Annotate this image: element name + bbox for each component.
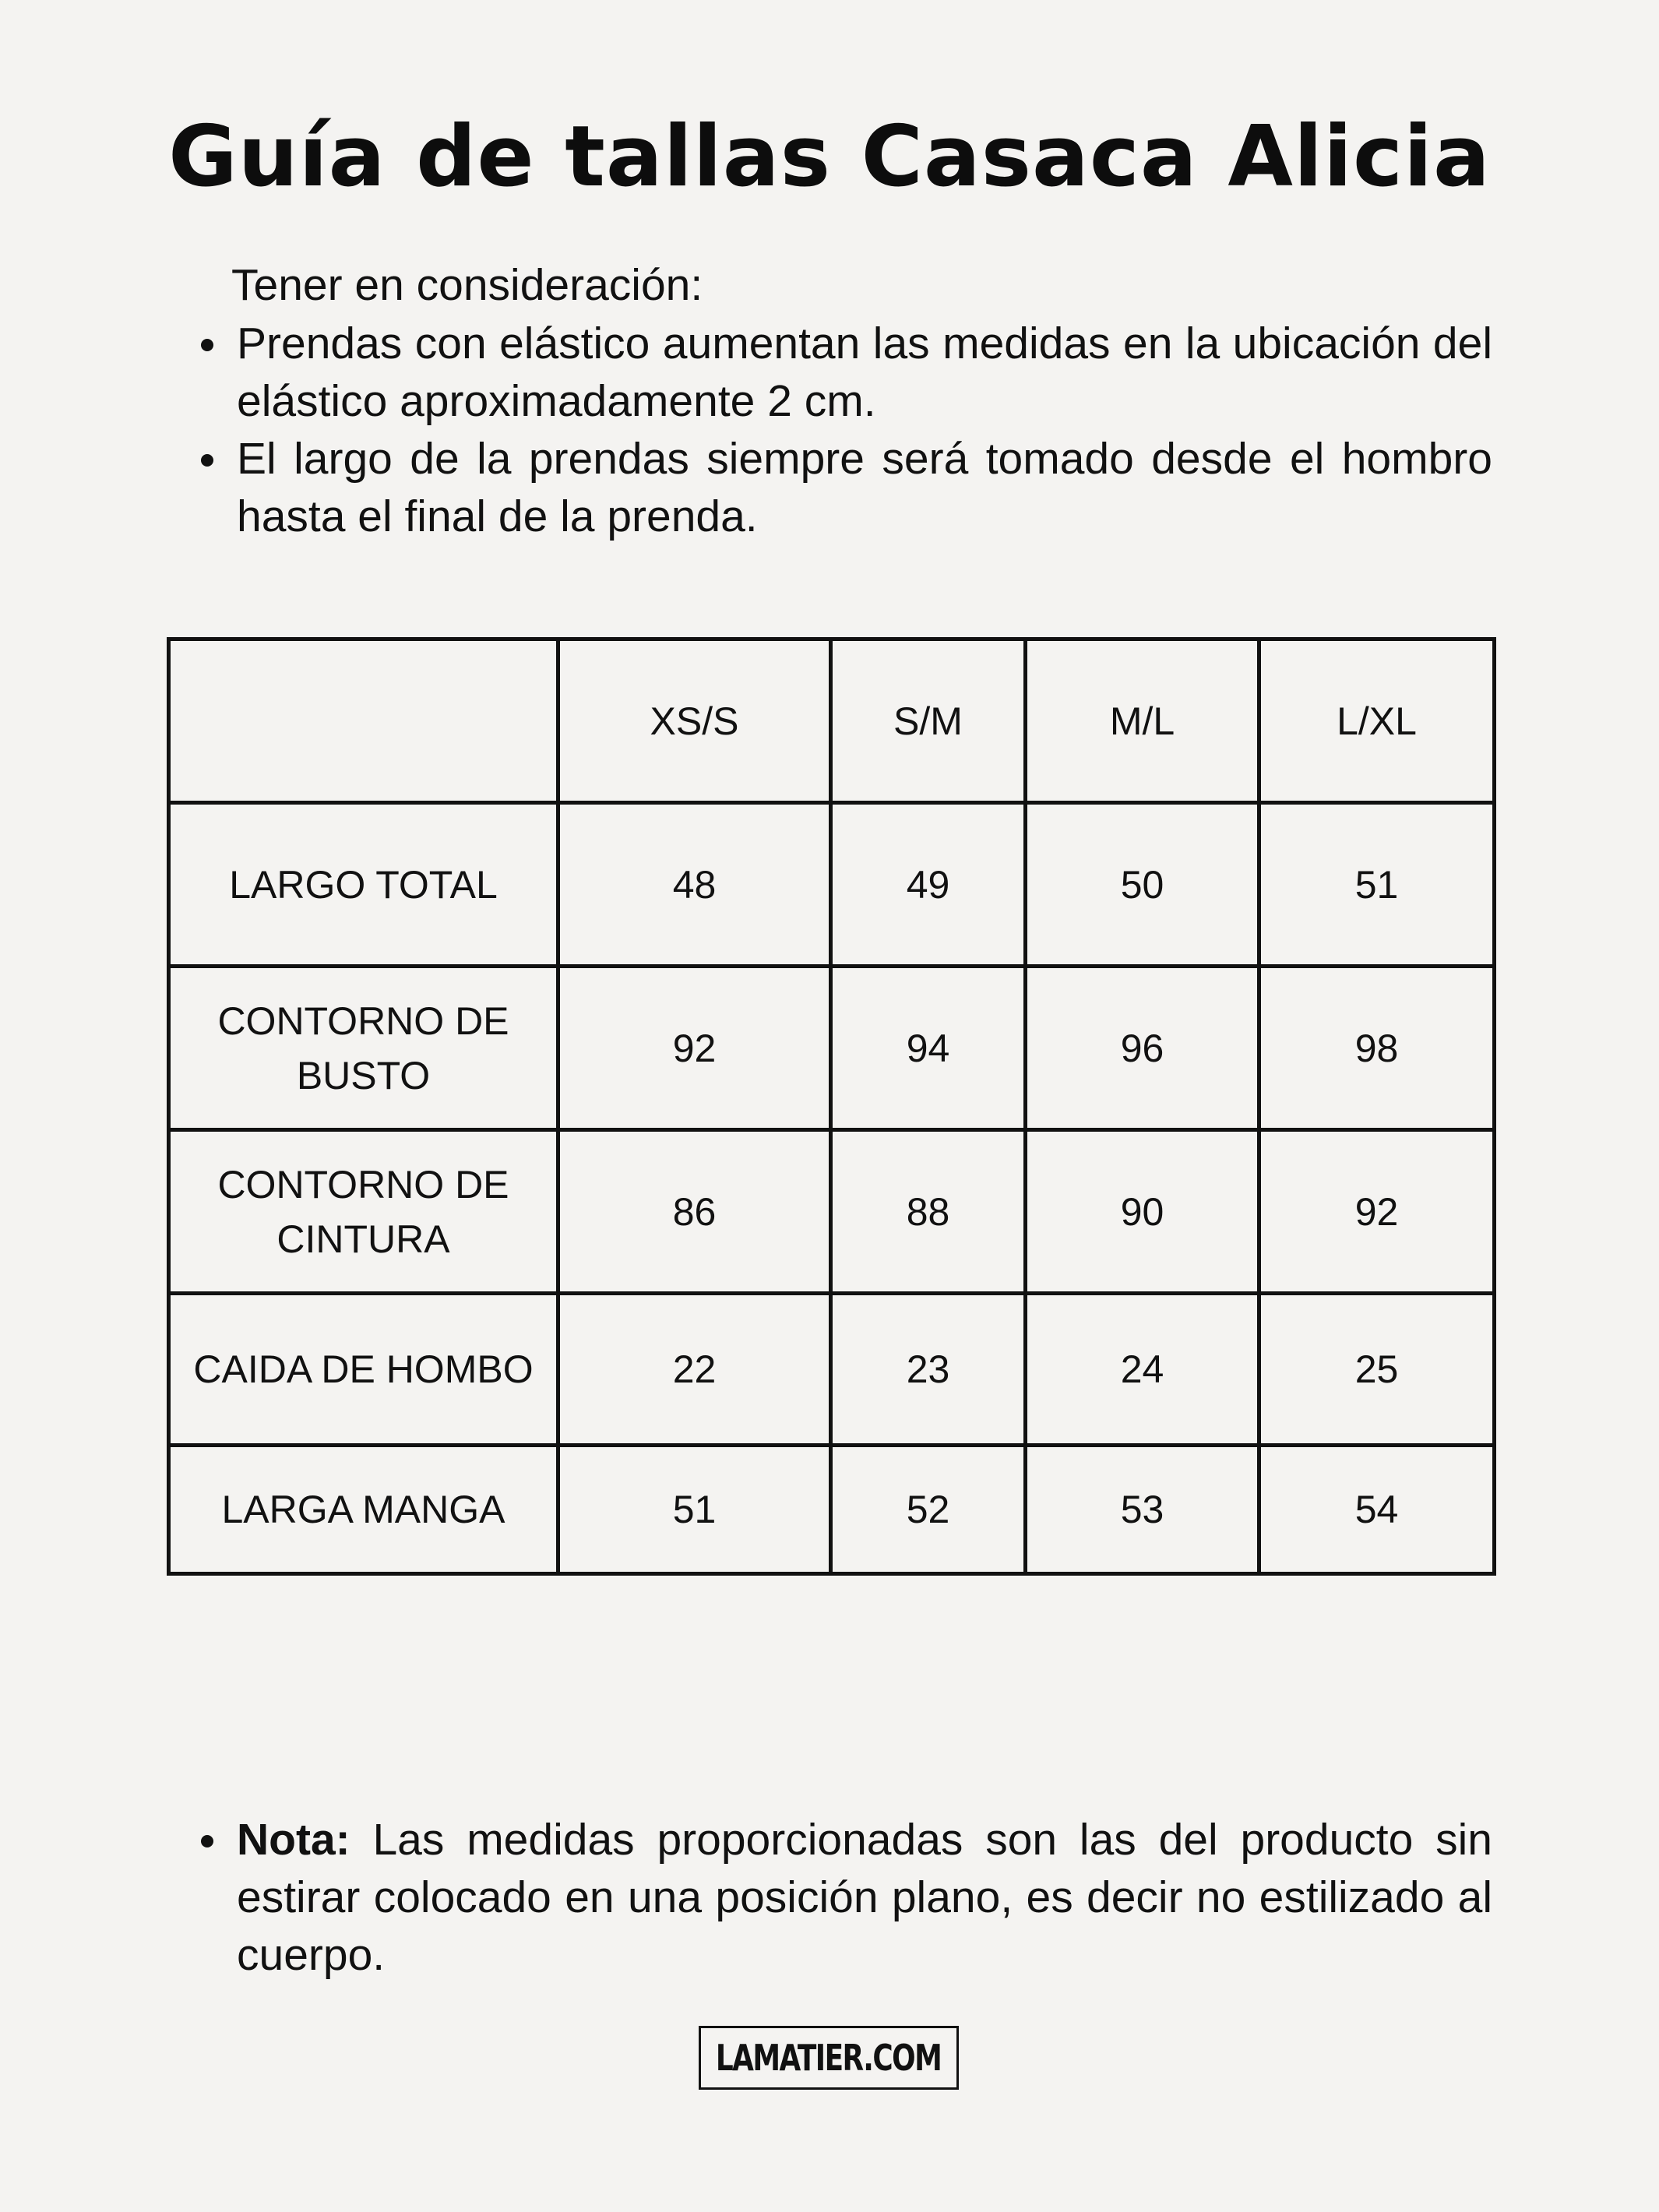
note-text: Las medidas proporcionadas son las del producto sin estirar colocado en una posición plano, es decir no estilizado al cuerpo. xyxy=(237,1815,1492,1980)
row-label: LARGA MANGA xyxy=(169,1446,558,1574)
note-list xyxy=(201,1811,1492,1984)
table-row xyxy=(169,1294,1495,1446)
page-title: Guía de tallas Casaca Alicia xyxy=(168,108,1491,206)
table-header-row xyxy=(169,639,1495,803)
note-item xyxy=(201,1811,1492,1984)
table-cell: 48 xyxy=(558,803,831,967)
table-cell: 23 xyxy=(831,1294,1026,1446)
table-cell: 92 xyxy=(558,967,831,1130)
table-cell: 25 xyxy=(1259,1294,1495,1446)
table-row xyxy=(169,803,1495,967)
table-cell: 94 xyxy=(831,967,1026,1130)
table-row xyxy=(169,1446,1495,1574)
list-item xyxy=(201,430,1492,545)
size-table xyxy=(167,637,1496,1576)
column-header: XS/S xyxy=(558,639,831,803)
bullet-dot-icon xyxy=(201,339,213,351)
table-cell: 98 xyxy=(1259,967,1495,1130)
bullet-text: El largo de la prendas siempre será tomado desde el hombro hasta el final de la prenda. xyxy=(237,434,1492,541)
consideration-list xyxy=(201,315,1492,545)
row-label: CAIDA DE HOMBO xyxy=(169,1294,558,1446)
brand-logo-text: LAMATIER.COM xyxy=(716,2037,942,2079)
table-cell: 53 xyxy=(1026,1446,1259,1574)
table-corner-cell xyxy=(169,639,558,803)
note-label: Nota: xyxy=(237,1815,350,1865)
table-cell: 51 xyxy=(1259,803,1495,967)
intro-heading: Tener en consideración: xyxy=(231,260,703,310)
list-item xyxy=(201,315,1492,430)
table-cell: 49 xyxy=(831,803,1026,967)
table-row xyxy=(169,1130,1495,1294)
bullet-dot-icon xyxy=(201,1835,213,1847)
row-label: LARGO TOTAL xyxy=(169,803,558,967)
bullet-text: Prendas con elástico aumentan las medidas en la ubicación del elástico aproximadamente 2 cm. xyxy=(237,319,1492,426)
column-header: S/M xyxy=(831,639,1026,803)
bullet-dot-icon xyxy=(201,454,213,467)
table-cell: 92 xyxy=(1259,1130,1495,1294)
table-cell: 88 xyxy=(831,1130,1026,1294)
column-header: M/L xyxy=(1026,639,1259,803)
row-label: CONTORNO DE CINTURA xyxy=(169,1130,558,1294)
table-cell: 90 xyxy=(1026,1130,1259,1294)
table-cell: 54 xyxy=(1259,1446,1495,1574)
table-cell: 50 xyxy=(1026,803,1259,967)
table-cell: 22 xyxy=(558,1294,831,1446)
table-cell: 52 xyxy=(831,1446,1026,1574)
table-cell: 86 xyxy=(558,1130,831,1294)
table-row xyxy=(169,967,1495,1130)
brand-logo xyxy=(699,2026,959,2090)
row-label: CONTORNO DE BUSTO xyxy=(169,967,558,1130)
table-cell: 51 xyxy=(558,1446,831,1574)
table-cell: 24 xyxy=(1026,1294,1259,1446)
table-cell: 96 xyxy=(1026,967,1259,1130)
column-header: L/XL xyxy=(1259,639,1495,803)
